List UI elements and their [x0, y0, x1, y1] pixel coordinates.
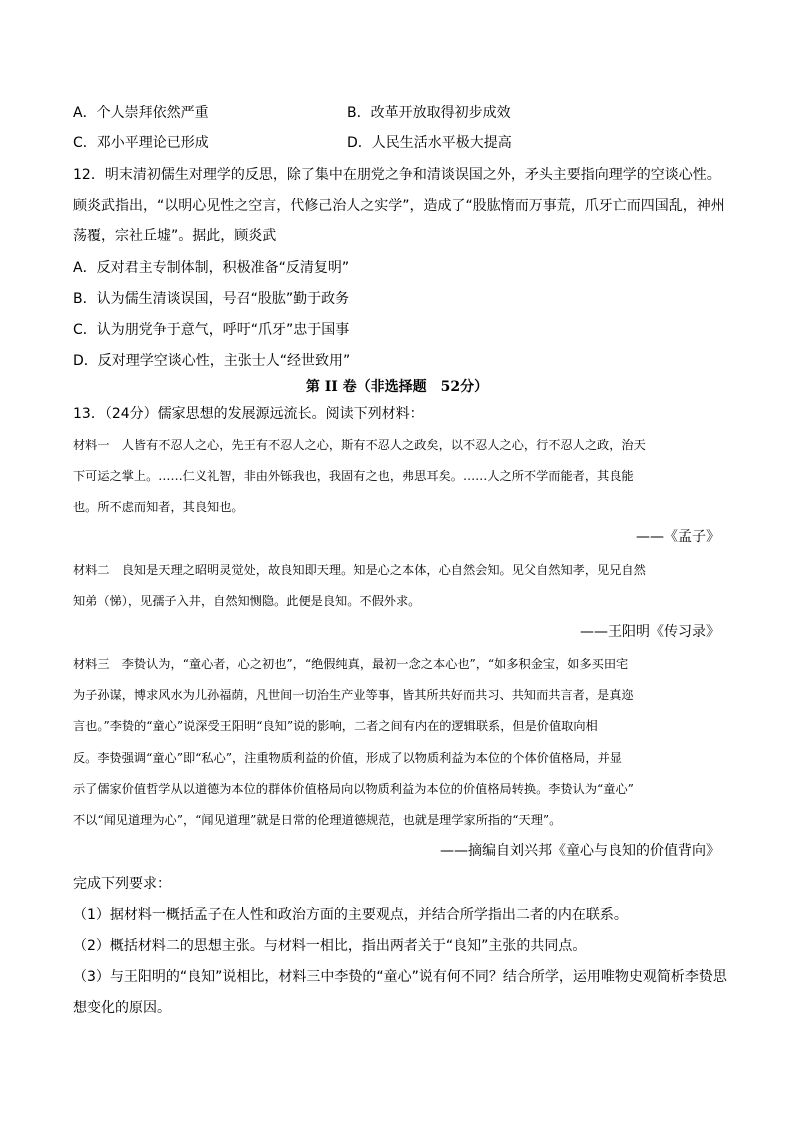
q12-option-d: D．反对理学空谈心性，主张士人“经世致用”: [73, 353, 351, 369]
q11-option-b: B．改革开放取得初步成效: [347, 105, 511, 121]
q12-stem-line-2: 顾炎武指出，“以明心见性之空言，代修己治人之实学”，造成了“股肱惰而万事荒，爪牙亡而四国乱，神州: [73, 198, 725, 214]
material1-line-2: 下可运之掌上。……仁义礼智，非由外铄我也，我固有之也，弗思耳矣。……人之所不学而能者，其良能: [73, 469, 634, 483]
material2-line-2: 知弟（悌），见孺子入井，自然知恻隐。此便是良知。不假外求。: [73, 594, 421, 608]
material3-line-1: 材料三 李贽认为，“童心者，心之初也”，“绝假纯真，最初一念之本心也”，“如多积金宝，如多买田宅: [73, 657, 629, 671]
material3-line-2: 为子孙谋，博求风水为儿孙福荫，凡世间一切治生产业等事，皆其所共好而共习、共知而共言者，是真迩: [73, 688, 634, 702]
requirement-1: （1）据材料一概括孟子在人性和政治方面的主要观点，并结合所学指出二者的内在联系。: [73, 907, 628, 923]
q12-option-a: A．反对君主专制体制，积极准备“反清复明”: [73, 260, 350, 276]
material1-source: ——《孟子》: [636, 529, 720, 545]
material2-line-1: 材料二 良知是天理之昭明灵觉处，故良知即天理。知是心之本体，心自然会知。见父自然知孝，见兄自然: [73, 563, 646, 577]
q11-option-d: D．人民生活水平极大提高: [347, 135, 512, 151]
q12-stem-line-1: 12．明末清初儒生对理学的反思，除了集中在朋党之争和清谈误国之外，矛头主要指向理学的空谈心性。: [73, 167, 721, 183]
material1-line-1: 材料一 人皆有不忍人之心，先王有不忍人之心，斯有不忍人之政矣，以不忍人之心，行不忍人之政，治天: [73, 438, 646, 452]
material3-line-3: 言也。”李贽的“童心”说深受王阳明“良知”说的影响，二者之间有内在的逻辑联系，但是价值取向相: [73, 719, 598, 733]
q12-option-c: C．认为朋党争于意气，呼吁“爪牙”忠于国事: [73, 322, 350, 338]
q12-option-b: B．认为儒生清谈误国，号召“股肱”勤于政务: [73, 291, 350, 307]
q13-intro: 13．（24分）儒家思想的发展源远流长。阅读下列材料：: [73, 406, 424, 422]
material1-line-3: 也。所不虑而知者，其良知也。: [73, 500, 244, 514]
material3-line-5: 示了儒家价值哲学从以道德为本位的群体价值格局向以物质利益为本位的价值格局转换。李贽认为“童心”: [73, 782, 634, 796]
material3-line-6: 不以“闻见道理为心”，“闻见道理”就是日常的伦理道德规范，也就是理学家所指的“天理”。: [73, 813, 562, 827]
requirement-3-line-2: 想变化的原因。: [73, 1000, 171, 1016]
requirement-2: （2）概括材料二的思想主张。与材料一相比，指出两者关于“良知”主张的共同点。: [73, 938, 587, 954]
material2-source: ——王阳明《传习录》: [580, 624, 720, 640]
q11-option-c: C．邓小平理论已形成: [73, 135, 209, 151]
section-heading: 第 II 卷（非选择题 52分）: [305, 379, 489, 395]
requirement-3-line-1: （3）与王阳明的“良知”说相比，材料三中李贽的“童心”说有何不同？结合所学，运用唯物史观简析李贽思: [73, 969, 727, 985]
requirements-title: 完成下列要求：: [73, 876, 171, 892]
material3-source: ——摘编自刘兴邦《童心与良知的价值背向》: [440, 843, 720, 859]
q11-option-a: A．个人崇拜依然严重: [73, 105, 209, 121]
q12-stem-line-3: 荡覆，宗社丘墟”。据此，顾炎武: [73, 228, 277, 244]
material3-line-4: 反。李贽强调“童心”即“私心”，注重物质利益的价值，形成了以物质利益为本位的个体价值格局，并显: [73, 751, 622, 765]
